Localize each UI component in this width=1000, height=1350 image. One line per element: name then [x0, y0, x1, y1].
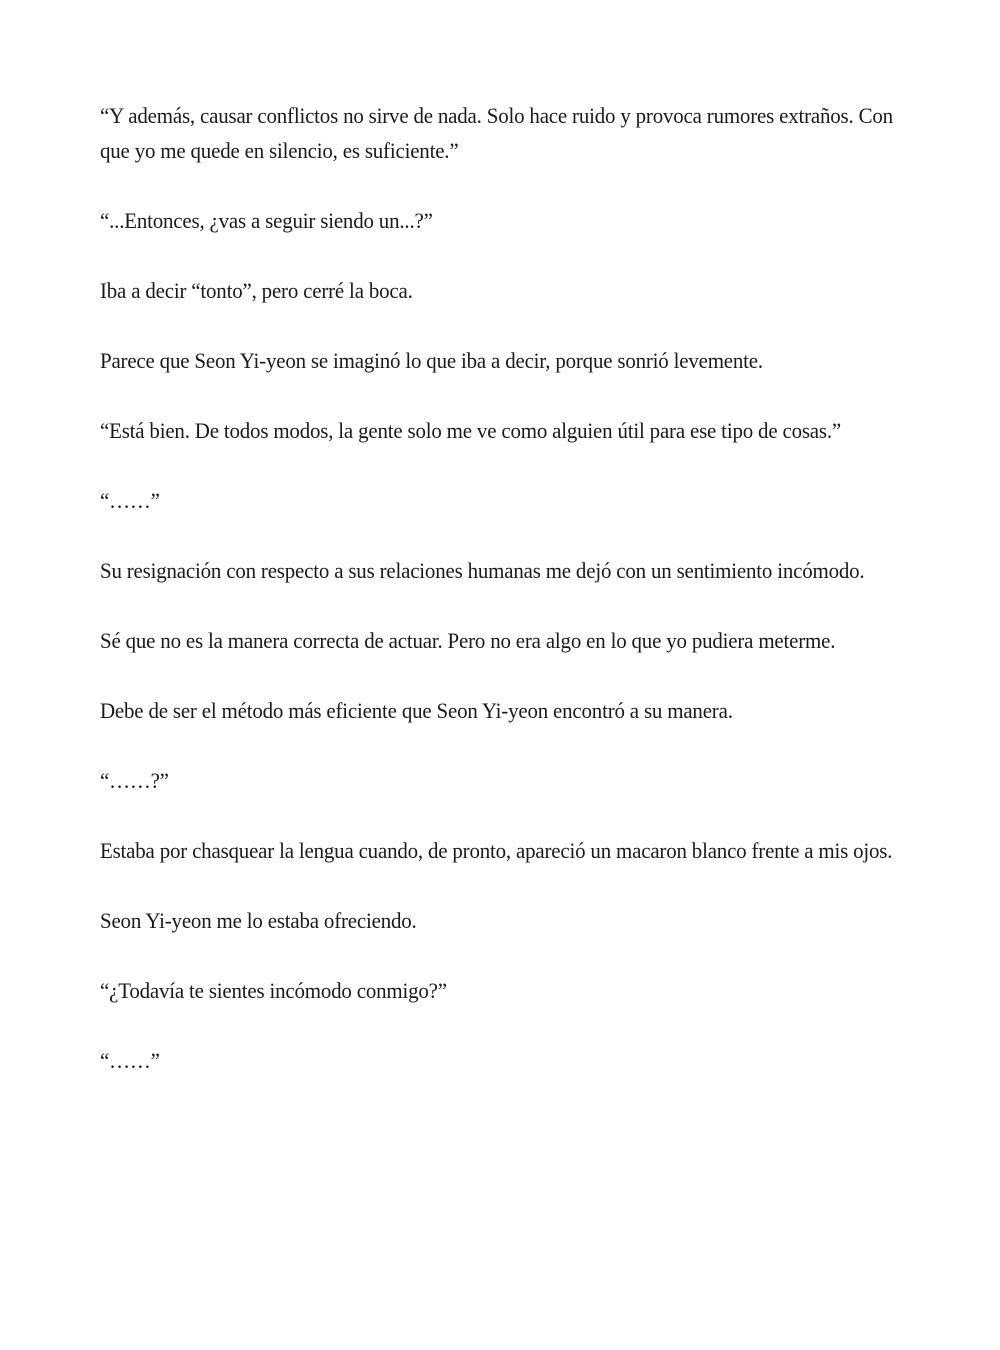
document-body	[100, 98, 900, 1113]
paragraph: “……”	[100, 1048, 160, 1073]
paragraph: “……?”	[100, 768, 169, 793]
paragraph: Seon Yi-yeon me lo estaba ofreciendo.	[100, 908, 417, 933]
paragraph: “Y además, causar conflictos no sirve de nada. Solo hace ruido y provoca rumores extraños. Con que yo me quede en silencio, es suficiente.”	[100, 103, 893, 163]
paragraph: “¿Todavía te sientes incómodo conmigo?”	[100, 978, 447, 1003]
paragraph: Iba a decir “tonto”, pero cerré la boca.	[100, 278, 413, 303]
paragraph: Debe de ser el método más eficiente que Seon Yi-yeon encontró a su manera.	[100, 698, 733, 723]
paragraph: Sé que no es la manera correcta de actuar. Pero no era algo en lo que yo pudiera meterme.	[100, 628, 836, 653]
paragraph: “……”	[100, 488, 160, 513]
paragraph: Parece que Seon Yi-yeon se imaginó lo que iba a decir, porque sonrió levemente.	[100, 348, 763, 373]
paragraph: Estaba por chasquear la lengua cuando, de pronto, apareció un macaron blanco frente a mis ojos.	[100, 838, 893, 863]
paragraph: Su resignación con respecto a sus relaciones humanas me dejó con un sentimiento incómodo.	[100, 558, 865, 583]
paragraph: “...Entonces, ¿vas a seguir siendo un...?”	[100, 208, 433, 233]
paragraph: “Está bien. De todos modos, la gente solo me ve como alguien útil para ese tipo de cosas.”	[100, 418, 842, 443]
